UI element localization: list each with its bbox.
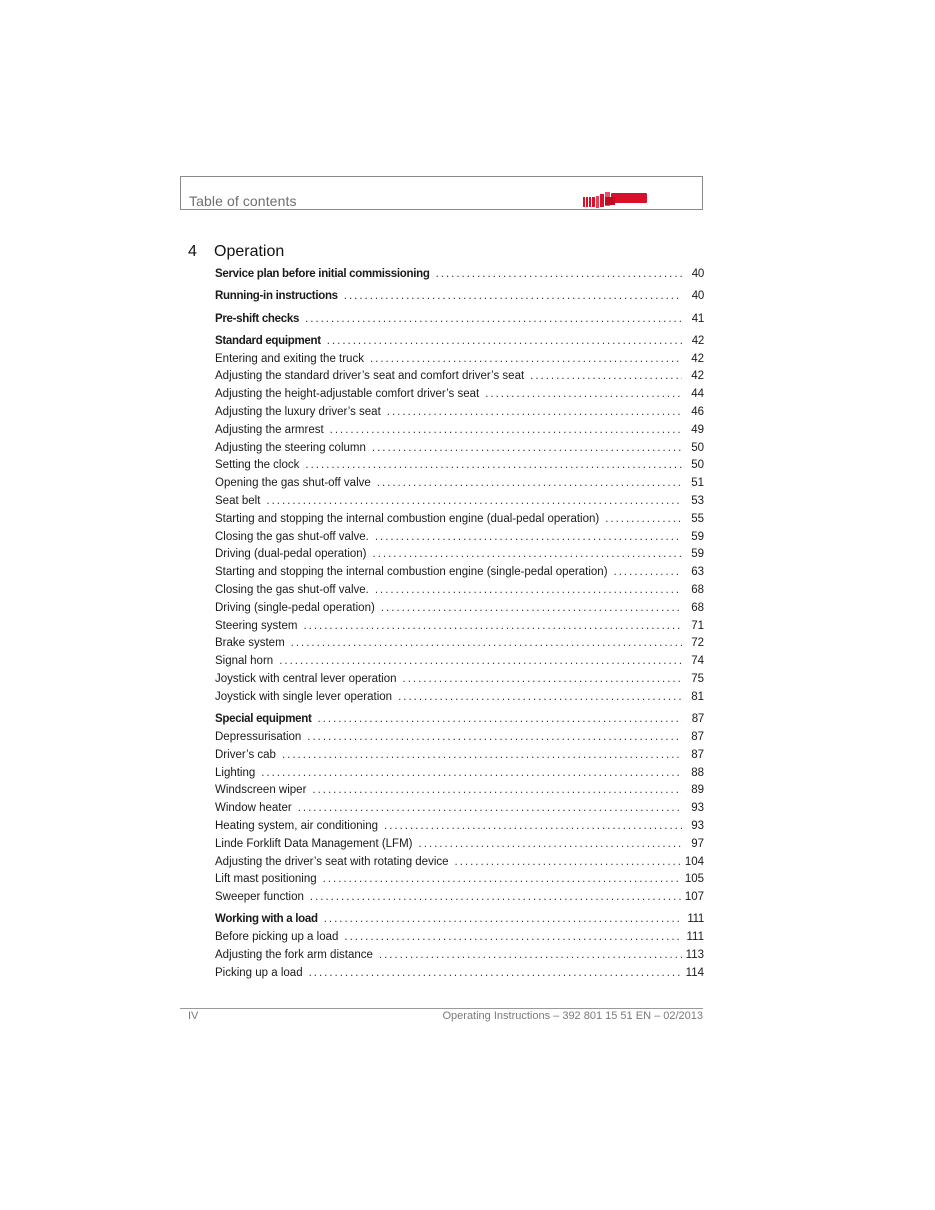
toc-entry[interactable] — [215, 288, 704, 306]
toc-entry-page: 105 — [684, 873, 704, 886]
toc-entry-title: Adjusting the steering column — [215, 441, 366, 454]
toc-entry[interactable] — [215, 457, 704, 475]
toc-entry-title: Lift mast positioning — [215, 873, 317, 886]
toc-leader-dots — [372, 440, 682, 458]
toc-entry-page: 97 — [691, 837, 704, 850]
toc-leader-dots — [379, 947, 682, 965]
toc-entry[interactable] — [215, 266, 704, 284]
toc-entry[interactable] — [215, 404, 704, 422]
toc-entry-title: Picking up a load — [215, 966, 303, 979]
toc-leader-dots — [377, 475, 682, 493]
toc-entry-page: 104 — [684, 855, 704, 868]
toc-entry-title: Adjusting the armrest — [215, 423, 324, 436]
toc-entry-page: 42 — [691, 352, 704, 365]
toc-entry[interactable] — [215, 493, 704, 511]
toc-entry-title: Service plan before initial commissioning — [215, 268, 430, 280]
page-header — [180, 176, 703, 210]
toc-entry-page: 50 — [691, 459, 704, 472]
toc-entry-page: 114 — [685, 966, 704, 979]
toc-entry[interactable] — [215, 635, 704, 653]
toc-entry-title: Adjusting the fork arm distance — [215, 948, 373, 961]
toc-entry-title: Running-in instructions — [215, 290, 338, 303]
toc-entry-title: Linde Forklift Data Management (LFM) — [215, 837, 413, 850]
toc-leader-dots — [282, 747, 682, 765]
toc-entry-title: Pre-shift checks — [215, 312, 300, 325]
toc-leader-dots — [307, 729, 682, 747]
toc-leader-dots — [375, 582, 682, 600]
toc-entry-title: Lighting — [215, 766, 256, 779]
toc-entry-page: 59 — [691, 548, 704, 561]
toc-entry[interactable] — [215, 311, 704, 329]
toc-entry[interactable] — [215, 422, 704, 440]
toc-entry[interactable] — [215, 529, 704, 547]
toc-entry-page: 68 — [691, 601, 704, 614]
toc-leader-dots — [298, 800, 682, 818]
toc-entry-page: 87 — [691, 748, 704, 761]
toc-list — [215, 266, 704, 983]
toc-entry[interactable] — [215, 546, 704, 564]
toc-entry[interactable] — [215, 965, 704, 983]
toc-entry[interactable] — [215, 600, 704, 618]
toc-entry[interactable] — [215, 711, 704, 729]
toc-entry-title: Opening the gas shut-off valve — [215, 477, 371, 490]
toc-leader-dots — [344, 929, 682, 947]
toc-entry-title: Closing the gas shut-off valve. — [215, 530, 369, 543]
toc-entry[interactable] — [215, 747, 704, 765]
toc-entry-page: 72 — [691, 637, 704, 650]
toc-entry[interactable] — [215, 564, 704, 582]
toc-entry-title: Starting and stopping the internal combustion engine (single-pedal operation) — [215, 566, 608, 579]
toc-entry-title: Standard equipment — [215, 334, 321, 347]
toc-entry[interactable] — [215, 911, 704, 929]
toc-entry-title: Adjusting the standard driver’s seat and comfort driver’s seat — [215, 370, 525, 383]
toc-leader-dots — [375, 529, 682, 547]
toc-entry[interactable] — [215, 671, 704, 689]
toc-entry-page: 44 — [691, 388, 704, 401]
toc-entry-page: 113 — [685, 948, 704, 961]
toc-entry[interactable] — [215, 333, 704, 351]
toc-leader-dots — [291, 635, 682, 653]
toc-entry-title: Starting and stopping the internal combustion engine (dual-pedal operation) — [215, 512, 600, 525]
toc-leader-dots — [398, 689, 682, 707]
toc-entry[interactable] — [215, 871, 704, 889]
toc-entry[interactable] — [215, 836, 704, 854]
toc-entry[interactable] — [215, 351, 704, 369]
toc-entry-title: Windscreen wiper — [215, 784, 307, 797]
toc-entry-page: 111 — [686, 931, 704, 944]
brand-logo-icon — [583, 191, 647, 209]
toc-entry-page: 59 — [691, 530, 704, 543]
toc-entry-page: 111 — [687, 913, 704, 926]
toc-entry-page: 42 — [691, 370, 704, 383]
toc-leader-dots — [279, 653, 682, 671]
toc-entry-page: 40 — [691, 290, 704, 303]
toc-leader-dots — [344, 288, 682, 306]
toc-entry-page: 81 — [691, 690, 704, 703]
toc-leader-dots — [324, 911, 682, 929]
toc-leader-dots — [309, 965, 682, 983]
toc-entry-title: Depressurisation — [215, 730, 302, 743]
toc-entry-title: Seat belt — [215, 495, 261, 508]
toc-leader-dots — [373, 546, 683, 564]
toc-entry-page: 46 — [691, 406, 704, 419]
toc-entry[interactable] — [215, 386, 704, 404]
toc-leader-dots — [327, 333, 682, 351]
footer-page-number: IV — [188, 1010, 199, 1022]
chapter-title: Operation — [214, 243, 285, 260]
footer-rule — [180, 1008, 703, 1009]
toc-entry-page: 87 — [691, 730, 704, 743]
toc-entry[interactable] — [215, 854, 704, 872]
toc-entry-page: 89 — [691, 784, 704, 797]
toc-entry-page: 63 — [691, 566, 704, 579]
toc-entry-page: 42 — [691, 334, 704, 347]
toc-entry[interactable] — [215, 782, 704, 800]
toc-entry[interactable] — [215, 618, 704, 636]
toc-entry-title: Signal horn — [215, 655, 274, 668]
toc-entry[interactable] — [215, 765, 704, 783]
toc-leader-dots — [370, 351, 682, 369]
toc-entry[interactable] — [215, 582, 704, 600]
toc-leader-dots — [318, 711, 682, 729]
toc-entry-title: Heating system, air conditioning — [215, 819, 378, 832]
toc-entry[interactable] — [215, 929, 704, 947]
toc-entry-title: Brake system — [215, 637, 285, 650]
toc-leader-dots — [384, 818, 682, 836]
toc-entry-title: Working with a load — [215, 913, 318, 926]
toc-leader-dots — [419, 836, 683, 854]
toc-entry-page: 93 — [691, 819, 704, 832]
toc-leader-dots — [485, 386, 682, 404]
toc-entry[interactable] — [215, 475, 704, 493]
toc-entry-page: 40 — [691, 268, 704, 280]
toc-entry[interactable] — [215, 653, 704, 671]
toc-leader-dots — [323, 871, 681, 889]
toc-leader-dots — [305, 311, 682, 329]
toc-leader-dots — [387, 404, 682, 422]
toc-leader-dots — [330, 422, 682, 440]
toc-entry-page: 93 — [691, 802, 704, 815]
toc-leader-dots — [310, 889, 681, 907]
toc-entry-page: 74 — [691, 655, 704, 668]
toc-entry[interactable] — [215, 689, 704, 707]
toc-entry[interactable] — [215, 947, 704, 965]
toc-leader-dots — [303, 618, 682, 636]
toc-entry-title: Adjusting the height-adjustable comfort driver’s seat — [215, 388, 480, 401]
toc-leader-dots — [312, 782, 682, 800]
toc-leader-dots — [436, 266, 682, 284]
toc-entry-title: Setting the clock — [215, 459, 300, 472]
toc-entry-title: Driving (single-pedal operation) — [215, 601, 375, 614]
toc-leader-dots — [381, 600, 682, 618]
toc-entry[interactable] — [215, 889, 704, 907]
toc-entry-page: 88 — [691, 766, 704, 779]
toc-entry[interactable] — [215, 800, 704, 818]
toc-entry-title: Driver’s cab — [215, 748, 276, 761]
toc-entry[interactable] — [215, 440, 704, 458]
toc-entry[interactable] — [215, 368, 704, 386]
header-title: Table of contents — [189, 193, 297, 209]
toc-leader-dots — [403, 671, 682, 689]
toc-entry-title: Before picking up a load — [215, 931, 339, 944]
toc-entry-title: Adjusting the luxury driver’s seat — [215, 406, 381, 419]
toc-entry-page: 107 — [684, 891, 704, 904]
toc-leader-dots — [455, 854, 681, 872]
toc-entry-title: Special equipment — [215, 713, 312, 726]
toc-entry[interactable] — [215, 818, 704, 836]
toc-entry-title: Sweeper function — [215, 891, 304, 904]
toc-entry-page: 53 — [691, 495, 704, 508]
toc-entry-title: Steering system — [215, 619, 298, 632]
footer-document-id: Operating Instructions – 392 801 15 51 EN – 02/2013 — [442, 1010, 703, 1022]
toc-entry-page: 51 — [691, 477, 704, 490]
chapter-number: 4 — [188, 243, 197, 260]
toc-entry-title: Joystick with single lever operation — [215, 690, 393, 703]
toc-entry-page: 68 — [691, 584, 704, 597]
toc-entry-page: 49 — [691, 423, 704, 436]
toc-entry-page: 50 — [691, 441, 704, 454]
toc-entry-title: Window heater — [215, 802, 292, 815]
toc-entry-page: 41 — [691, 312, 704, 325]
toc-entry-page: 75 — [691, 673, 704, 686]
toc-entry-title: Entering and exiting the truck — [215, 352, 364, 365]
toc-entry-page: 87 — [691, 713, 704, 726]
toc-entry[interactable] — [215, 729, 704, 747]
toc-entry-title: Closing the gas shut-off valve. — [215, 584, 369, 597]
chapter-heading — [188, 243, 284, 261]
toc-entry-page: 71 — [691, 619, 704, 632]
toc-entry-title: Adjusting the driver’s seat with rotating device — [215, 855, 449, 868]
toc-entry[interactable] — [215, 511, 704, 529]
toc-entry-title: Joystick with central lever operation — [215, 673, 397, 686]
toc-entry-title: Driving (dual-pedal operation) — [215, 548, 367, 561]
toc-leader-dots — [605, 511, 682, 529]
toc-entry-page: 55 — [691, 512, 704, 525]
toc-leader-dots — [261, 765, 682, 783]
toc-leader-dots — [530, 368, 682, 386]
toc-leader-dots — [305, 457, 682, 475]
toc-leader-dots — [266, 493, 682, 511]
toc-leader-dots — [614, 564, 682, 582]
